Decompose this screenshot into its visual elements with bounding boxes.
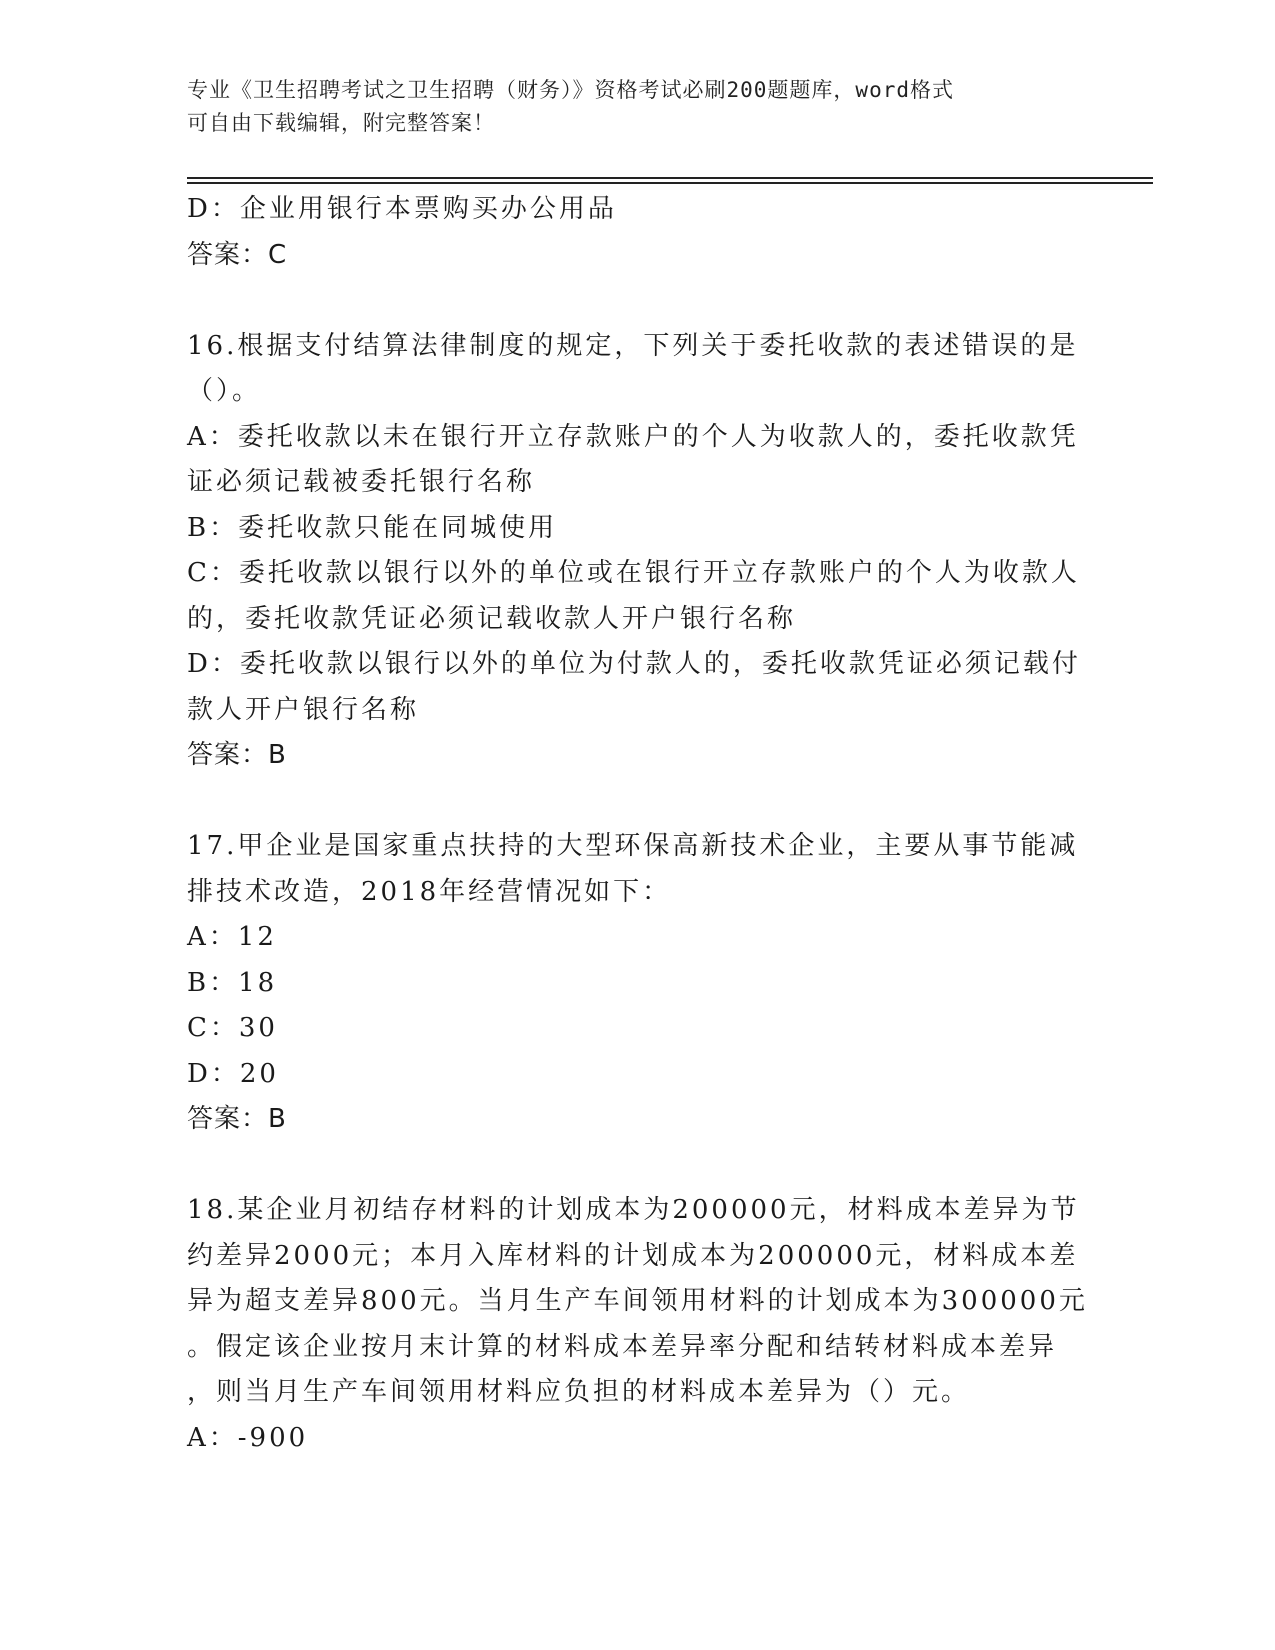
option-line: 证必须记载被委托银行名称 bbox=[187, 467, 536, 497]
question-block-15-tail bbox=[187, 187, 1067, 278]
block-spacer bbox=[187, 1143, 1067, 1189]
option-line: 的，委托收款凭证必须记载收款人开户银行名称 bbox=[187, 603, 797, 634]
option-line: D：企业用银行本票购买办公用品 bbox=[187, 194, 617, 224]
question-line: ，则当月生产车间领用材料应负担的材料成本差异为（）元。 bbox=[187, 1377, 971, 1407]
question-line: 。假定该企业按月末计算的材料成本差异率分配和结转材料成本差异 bbox=[187, 1331, 1058, 1362]
option-line: B：委托收款只能在同城使用 bbox=[187, 512, 558, 543]
question-line: 异为超支差异800元。当月生产车间领用材料的计划成本为300000元 bbox=[187, 1286, 1088, 1316]
answer-line: 答案：B bbox=[187, 1104, 287, 1134]
option-line: A：12 bbox=[187, 922, 277, 952]
question-line: 18.某企业月初结存材料的计划成本为200000元，材料成本差异为节 bbox=[187, 1195, 1080, 1225]
question-block-16 bbox=[187, 324, 1081, 779]
document-body bbox=[187, 187, 1088, 1461]
question-line: 16.根据支付结算法律制度的规定，下列关于委托收款的表述错误的是 bbox=[187, 330, 1079, 361]
question-line: 17.甲企业是国家重点扶持的大型环保高新技术企业，主要从事节能减 bbox=[187, 831, 1079, 861]
option-line: B：18 bbox=[187, 967, 278, 998]
header-line-2: 可自由下载编辑，附完整答案！ bbox=[187, 111, 495, 135]
document-header bbox=[187, 74, 1067, 140]
option-line: D：20 bbox=[187, 1058, 279, 1089]
option-line: C：30 bbox=[187, 1013, 278, 1043]
header-line-1: 专业《卫生招聘考试之卫生招聘（财务）》资格考试必刷200题题库，word格式 bbox=[187, 78, 954, 102]
option-line: 款人开户银行名称 bbox=[187, 694, 420, 725]
header-divider-top bbox=[187, 177, 1153, 179]
block-spacer bbox=[187, 779, 1067, 825]
answer-line: 答案：B bbox=[187, 740, 287, 770]
answer-line: 答案：C bbox=[187, 239, 288, 270]
block-spacer bbox=[187, 278, 1067, 324]
question-line: 约差异2000元；本月入库材料的计划成本为200000元，材料成本差 bbox=[187, 1240, 1079, 1271]
header-divider-bottom bbox=[187, 182, 1153, 184]
question-line: 排技术改造，2018年经营情况如下： bbox=[187, 876, 672, 907]
option-line: A：委托收款以未在银行开立存款账户的个人为收款人的，委托收款凭 bbox=[187, 421, 1079, 452]
question-block-17 bbox=[187, 824, 1079, 1143]
question-block-18 bbox=[187, 1188, 1088, 1461]
option-line: A：-900 bbox=[187, 1422, 309, 1453]
option-line: C：委托收款以银行以外的单位或在银行开立存款账户的个人为收款人 bbox=[187, 558, 1080, 588]
option-line: D：委托收款以银行以外的单位为付款人的，委托收款凭证必须记载付 bbox=[187, 649, 1081, 679]
question-line: （）。 bbox=[187, 376, 262, 406]
